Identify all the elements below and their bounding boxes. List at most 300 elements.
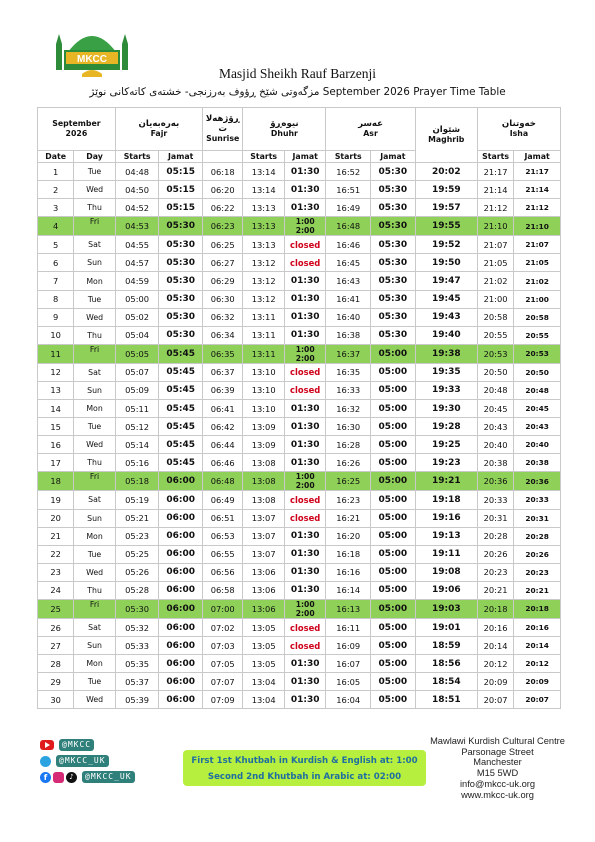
date-cell: 27 xyxy=(38,637,74,655)
day-col-header: Day xyxy=(74,151,116,163)
asr-jamat-cell: 05:00 xyxy=(371,673,416,691)
sunrise-cell: 06:34 xyxy=(202,326,242,344)
fajr-start-cell: 05:12 xyxy=(115,418,159,436)
isha-start-cell: 20:12 xyxy=(477,655,513,673)
dhuhr-starts-header: Starts xyxy=(243,151,285,163)
fajr-jamat-cell: 05:30 xyxy=(159,290,203,308)
table-row xyxy=(38,199,561,217)
asr-start-cell: 16:25 xyxy=(326,472,371,491)
date-cell: 29 xyxy=(38,673,74,691)
asr-start-cell: 16:52 xyxy=(326,163,371,181)
asr-start-cell: 16:51 xyxy=(326,181,371,199)
dhuhr-jamat-cell: 01:30 xyxy=(284,454,326,472)
date-cell: 10 xyxy=(38,326,74,344)
date-cell: 17 xyxy=(38,454,74,472)
asr-jamat-cell: 05:30 xyxy=(371,326,416,344)
asr-start-cell: 16:43 xyxy=(326,272,371,290)
fajr-start-cell: 05:02 xyxy=(115,308,159,326)
fajr-jamat-cell: 05:45 xyxy=(159,400,203,418)
address-street: Parsonage Street xyxy=(461,746,534,757)
maghrib-cell: 19:40 xyxy=(415,326,477,344)
day-cell: Tue xyxy=(74,163,116,181)
table-row xyxy=(38,527,561,545)
date-cell: 18 xyxy=(38,472,74,491)
fajr-start-cell: 05:32 xyxy=(115,618,159,636)
dhuhr-start-cell: 13:11 xyxy=(243,326,285,344)
fajr-jamat-cell: 06:00 xyxy=(159,599,203,618)
dhuhr-start-cell: 13:11 xyxy=(243,344,285,363)
dhuhr-jamat-cell: 01:30 xyxy=(284,563,326,581)
date-cell: 11 xyxy=(38,344,74,363)
isha-jamat-cell: 20:58 xyxy=(514,308,561,326)
dhuhr-jamat-cell: 01:30 xyxy=(284,308,326,326)
maghrib-cell: 18:51 xyxy=(415,691,477,709)
date-cell: 26 xyxy=(38,618,74,636)
fajr-jamat-cell: 05:15 xyxy=(159,181,203,199)
asr-jamat-header: Jamat xyxy=(371,151,416,163)
asr-jamat-cell: 05:00 xyxy=(371,344,416,363)
centre-address xyxy=(405,736,590,800)
fajr-jamat-cell: 06:00 xyxy=(159,655,203,673)
isha-start-cell: 20:53 xyxy=(477,344,513,363)
maghrib-cell: 19:01 xyxy=(415,618,477,636)
fajr-header: بەرەبەیان Fajr xyxy=(115,108,202,151)
sunrise-cell: 07:05 xyxy=(202,655,242,673)
date-cell: 12 xyxy=(38,363,74,381)
date-cell: 14 xyxy=(38,400,74,418)
asr-start-cell: 16:49 xyxy=(326,199,371,217)
sunrise-cell: 06:42 xyxy=(202,418,242,436)
sunrise-cell: 06:58 xyxy=(202,581,242,599)
day-cell: Mon xyxy=(74,655,116,673)
day-cell: Sun xyxy=(74,254,116,272)
sunrise-cell: 06:32 xyxy=(202,308,242,326)
asr-jamat-cell: 05:00 xyxy=(371,381,416,399)
asr-jamat-cell: 05:00 xyxy=(371,436,416,454)
date-cell: 2 xyxy=(38,181,74,199)
asr-jamat-cell: 05:30 xyxy=(371,217,416,236)
asr-start-cell: 16:05 xyxy=(326,673,371,691)
isha-start-cell: 20:31 xyxy=(477,509,513,527)
asr-jamat-cell: 05:30 xyxy=(371,199,416,217)
table-row xyxy=(38,673,561,691)
asr-start-cell: 16:33 xyxy=(326,381,371,399)
table-row xyxy=(38,181,561,199)
asr-jamat-cell: 05:00 xyxy=(371,509,416,527)
date-cell: 13 xyxy=(38,381,74,399)
dhuhr-start-cell: 13:10 xyxy=(243,400,285,418)
table-row xyxy=(38,326,561,344)
asr-starts-header: Starts xyxy=(326,151,371,163)
isha-start-cell: 20:09 xyxy=(477,673,513,691)
table-row xyxy=(38,436,561,454)
dhuhr-jamat-cell: 01:30 xyxy=(284,181,326,199)
date-cell: 15 xyxy=(38,418,74,436)
isha-start-cell: 20:28 xyxy=(477,527,513,545)
day-cell: Thu xyxy=(74,199,116,217)
date-cell: 5 xyxy=(38,236,74,254)
social-handle: @MKCC_UK xyxy=(56,755,109,767)
isha-start-cell: 20:43 xyxy=(477,418,513,436)
fajr-start-cell: 04:50 xyxy=(115,181,159,199)
isha-jamat-cell: 21:14 xyxy=(514,181,561,199)
isha-start-cell: 20:26 xyxy=(477,545,513,563)
maghrib-cell: 19:57 xyxy=(415,199,477,217)
asr-start-cell: 16:18 xyxy=(326,545,371,563)
isha-jamat-cell: 20:33 xyxy=(514,491,561,509)
asr-jamat-cell: 05:30 xyxy=(371,236,416,254)
isha-jamat-cell: 20:45 xyxy=(514,400,561,418)
isha-start-cell: 20:18 xyxy=(477,599,513,618)
date-cell: 16 xyxy=(38,436,74,454)
fajr-jamat-cell: 06:00 xyxy=(159,618,203,636)
khutbah-second: Second 2nd Khutbah in Arabic at: 02:00 xyxy=(207,772,402,782)
day-cell: Wed xyxy=(74,436,116,454)
isha-jamat-cell: 21:05 xyxy=(514,254,561,272)
asr-start-cell: 16:11 xyxy=(326,618,371,636)
maghrib-cell: 19:18 xyxy=(415,491,477,509)
dhuhr-start-cell: 13:07 xyxy=(243,527,285,545)
fajr-jamat-cell: 05:30 xyxy=(159,254,203,272)
table-row xyxy=(38,545,561,563)
isha-start-cell: 21:00 xyxy=(477,290,513,308)
isha-header: خەوتنان Isha xyxy=(477,108,560,151)
day-cell: Tue xyxy=(74,673,116,691)
website-link[interactable]: www.mkcc-uk.org xyxy=(461,789,534,800)
isha-jamat-cell: 20:48 xyxy=(514,381,561,399)
table-row xyxy=(38,254,561,272)
fajr-start-cell: 05:21 xyxy=(115,509,159,527)
address-postcode: M15 5WD xyxy=(476,768,519,779)
isha-jamat-cell: 21:10 xyxy=(514,217,561,236)
fajr-jamat-cell: 05:30 xyxy=(159,326,203,344)
asr-jamat-cell: 05:00 xyxy=(371,454,416,472)
table-row xyxy=(38,272,561,290)
dhuhr-jamat-cell: 1:00 2:00 xyxy=(284,599,326,618)
prayer-time-table xyxy=(37,107,561,709)
dhuhr-jamat-cell: closed xyxy=(284,381,326,399)
asr-jamat-cell: 05:00 xyxy=(371,599,416,618)
dhuhr-start-cell: 13:08 xyxy=(243,454,285,472)
maghrib-cell: 19:43 xyxy=(415,308,477,326)
day-cell: Tue xyxy=(74,545,116,563)
fajr-start-cell: 05:04 xyxy=(115,326,159,344)
prayer-rows xyxy=(38,163,561,709)
dhuhr-jamat-cell: 01:30 xyxy=(284,163,326,181)
asr-start-cell: 16:48 xyxy=(326,217,371,236)
isha-start-cell: 20:40 xyxy=(477,436,513,454)
isha-jamat-cell: 20:16 xyxy=(514,618,561,636)
fajr-start-cell: 05:37 xyxy=(115,673,159,691)
fajr-jamat-cell: 05:45 xyxy=(159,344,203,363)
social-row-youtube[interactable] xyxy=(40,738,135,752)
dhuhr-jamat-header: Jamat xyxy=(284,151,326,163)
fajr-start-cell: 05:23 xyxy=(115,527,159,545)
table-row xyxy=(38,454,561,472)
fajr-jamat-cell: 06:00 xyxy=(159,691,203,709)
asr-start-cell: 16:23 xyxy=(326,491,371,509)
asr-start-cell: 16:13 xyxy=(326,599,371,618)
sunrise-cell: 06:25 xyxy=(202,236,242,254)
day-cell: Fri xyxy=(74,599,116,618)
isha-start-cell: 20:36 xyxy=(477,472,513,491)
isha-jamat-cell: 20:23 xyxy=(514,563,561,581)
asr-start-cell: 16:20 xyxy=(326,527,371,545)
fajr-jamat-cell: 06:00 xyxy=(159,491,203,509)
asr-jamat-cell: 05:30 xyxy=(371,290,416,308)
day-cell: Fri xyxy=(74,217,116,236)
fajr-jamat-header: Jamat xyxy=(159,151,203,163)
isha-jamat-cell: 21:00 xyxy=(514,290,561,308)
isha-start-cell: 21:07 xyxy=(477,236,513,254)
sunrise-cell: 06:51 xyxy=(202,509,242,527)
table-row xyxy=(38,381,561,399)
maghrib-cell: 19:21 xyxy=(415,472,477,491)
dhuhr-start-cell: 13:07 xyxy=(243,509,285,527)
isha-start-cell: 20:33 xyxy=(477,491,513,509)
dhuhr-start-cell: 13:13 xyxy=(243,199,285,217)
fajr-jamat-cell: 06:00 xyxy=(159,563,203,581)
fajr-start-cell: 05:07 xyxy=(115,363,159,381)
asr-start-cell: 16:09 xyxy=(326,637,371,655)
dhuhr-start-cell: 13:09 xyxy=(243,436,285,454)
fajr-jamat-cell: 06:00 xyxy=(159,527,203,545)
maghrib-cell: 19:03 xyxy=(415,599,477,618)
asr-start-cell: 16:37 xyxy=(326,344,371,363)
asr-jamat-cell: 05:30 xyxy=(371,254,416,272)
date-cell: 25 xyxy=(38,599,74,618)
tiktok-icon: ♪ xyxy=(66,772,77,783)
asr-start-cell: 16:26 xyxy=(326,454,371,472)
table-row xyxy=(38,581,561,599)
sunrise-cell: 06:22 xyxy=(202,199,242,217)
isha-start-cell: 20:23 xyxy=(477,563,513,581)
dhuhr-header: نیوەڕۆ Dhuhr xyxy=(243,108,326,151)
sunrise-cell: 07:03 xyxy=(202,637,242,655)
isha-jamat-cell: 20:43 xyxy=(514,418,561,436)
day-cell: Thu xyxy=(74,581,116,599)
table-row xyxy=(38,400,561,418)
isha-jamat-cell: 20:38 xyxy=(514,454,561,472)
day-cell: Mon xyxy=(74,527,116,545)
asr-start-cell: 16:30 xyxy=(326,418,371,436)
maghrib-cell: 19:50 xyxy=(415,254,477,272)
date-cell: 3 xyxy=(38,199,74,217)
date-cell: 6 xyxy=(38,254,74,272)
isha-start-cell: 20:48 xyxy=(477,381,513,399)
table-row xyxy=(38,655,561,673)
isha-start-cell: 20:07 xyxy=(477,691,513,709)
maghrib-cell: 19:52 xyxy=(415,236,477,254)
fajr-jamat-cell: 06:00 xyxy=(159,545,203,563)
asr-jamat-cell: 05:00 xyxy=(371,472,416,491)
fajr-start-cell: 05:30 xyxy=(115,599,159,618)
day-cell: Mon xyxy=(74,400,116,418)
dhuhr-jamat-cell: closed xyxy=(284,509,326,527)
contact-email[interactable]: info@mkcc-uk.org xyxy=(459,778,536,789)
table-row xyxy=(38,691,561,709)
day-cell: Sun xyxy=(74,637,116,655)
asr-jamat-cell: 05:00 xyxy=(371,527,416,545)
sunrise-cell: 06:37 xyxy=(202,363,242,381)
khutbah-first: First 1st Khutbah in Kurdish & English at: 1:00 xyxy=(191,756,418,766)
dhuhr-start-cell: 13:09 xyxy=(243,418,285,436)
dhuhr-start-cell: 13:05 xyxy=(243,618,285,636)
isha-start-cell: 20:38 xyxy=(477,454,513,472)
dhuhr-jamat-cell: 01:30 xyxy=(284,418,326,436)
dhuhr-jamat-cell: 01:30 xyxy=(284,691,326,709)
fajr-start-cell: 05:33 xyxy=(115,637,159,655)
asr-jamat-cell: 05:00 xyxy=(371,637,416,655)
page-title: Masjid Sheikh Rauf Barzenji xyxy=(218,66,377,81)
maghrib-cell: 18:56 xyxy=(415,655,477,673)
table-row xyxy=(38,217,561,236)
isha-jamat-header: Jamat xyxy=(514,151,561,163)
isha-jamat-cell: 20:07 xyxy=(514,691,561,709)
dhuhr-jamat-cell: 1:00 2:00 xyxy=(284,217,326,236)
day-cell: Fri xyxy=(74,344,116,363)
maghrib-cell: 19:59 xyxy=(415,181,477,199)
isha-jamat-cell: 21:12 xyxy=(514,199,561,217)
sunrise-cell: 06:56 xyxy=(202,563,242,581)
isha-jamat-cell: 21:17 xyxy=(514,163,561,181)
fajr-start-cell: 05:19 xyxy=(115,491,159,509)
dhuhr-jamat-cell: 01:30 xyxy=(284,400,326,418)
fajr-start-cell: 05:28 xyxy=(115,581,159,599)
fajr-jamat-cell: 06:00 xyxy=(159,472,203,491)
fajr-start-cell: 05:18 xyxy=(115,472,159,491)
asr-jamat-cell: 05:00 xyxy=(371,563,416,581)
sunrise-cell: 06:46 xyxy=(202,454,242,472)
sunrise-cell: 06:27 xyxy=(202,254,242,272)
dhuhr-jamat-cell: closed xyxy=(284,491,326,509)
dhuhr-jamat-cell: closed xyxy=(284,637,326,655)
isha-jamat-cell: 20:28 xyxy=(514,527,561,545)
fajr-start-cell: 04:59 xyxy=(115,272,159,290)
isha-start-cell: 20:21 xyxy=(477,581,513,599)
asr-jamat-cell: 05:00 xyxy=(371,655,416,673)
isha-start-cell: 21:12 xyxy=(477,199,513,217)
day-cell: Sat xyxy=(74,491,116,509)
sunrise-cell: 06:35 xyxy=(202,344,242,363)
table-row xyxy=(38,472,561,491)
dhuhr-jamat-cell: closed xyxy=(284,236,326,254)
isha-jamat-cell: 20:18 xyxy=(514,599,561,618)
asr-start-cell: 16:14 xyxy=(326,581,371,599)
fajr-start-cell: 05:14 xyxy=(115,436,159,454)
maghrib-cell: 19:23 xyxy=(415,454,477,472)
date-cell: 21 xyxy=(38,527,74,545)
dhuhr-jamat-cell: 01:30 xyxy=(284,290,326,308)
dhuhr-jamat-cell: 01:30 xyxy=(284,527,326,545)
dhuhr-start-cell: 13:04 xyxy=(243,691,285,709)
fajr-jamat-cell: 06:00 xyxy=(159,673,203,691)
dhuhr-start-cell: 13:06 xyxy=(243,581,285,599)
dhuhr-start-cell: 13:10 xyxy=(243,363,285,381)
maghrib-cell: 18:59 xyxy=(415,637,477,655)
facebook-icon: f xyxy=(40,772,51,783)
date-cell: 28 xyxy=(38,655,74,673)
date-cell: 20 xyxy=(38,509,74,527)
table-row xyxy=(38,363,561,381)
isha-jamat-cell: 21:02 xyxy=(514,272,561,290)
day-cell: Sat xyxy=(74,363,116,381)
table-row xyxy=(38,163,561,181)
fajr-starts-header: Starts xyxy=(115,151,159,163)
day-cell: Wed xyxy=(74,691,116,709)
day-cell: Wed xyxy=(74,563,116,581)
fajr-start-cell: 05:05 xyxy=(115,344,159,363)
fajr-start-cell: 05:16 xyxy=(115,454,159,472)
day-cell: Wed xyxy=(74,308,116,326)
asr-start-cell: 16:32 xyxy=(326,400,371,418)
fajr-start-cell: 05:25 xyxy=(115,545,159,563)
maghrib-cell: 19:08 xyxy=(415,563,477,581)
isha-start-cell: 21:17 xyxy=(477,163,513,181)
dhuhr-start-cell: 13:13 xyxy=(243,236,285,254)
youtube-icon xyxy=(40,740,54,750)
dhuhr-start-cell: 13:12 xyxy=(243,254,285,272)
maghrib-cell: 19:55 xyxy=(415,217,477,236)
maghrib-cell: 19:47 xyxy=(415,272,477,290)
maghrib-cell: 20:02 xyxy=(415,163,477,181)
sunrise-sub-header xyxy=(202,151,242,163)
dhuhr-start-cell: 13:12 xyxy=(243,272,285,290)
social-row-multi[interactable] xyxy=(40,770,135,784)
sunrise-header: ڕۆژهەلا ت Sunrise xyxy=(202,108,242,151)
social-handle: @MKCC_UK xyxy=(82,771,135,783)
maghrib-cell: 19:06 xyxy=(415,581,477,599)
sunrise-cell: 06:44 xyxy=(202,436,242,454)
isha-jamat-cell: 20:53 xyxy=(514,344,561,363)
dhuhr-start-cell: 13:08 xyxy=(243,472,285,491)
social-row-telegram[interactable] xyxy=(40,754,135,768)
date-cell: 7 xyxy=(38,272,74,290)
sunrise-cell: 07:00 xyxy=(202,599,242,618)
fajr-jamat-cell: 05:45 xyxy=(159,436,203,454)
month-header: September 2026 xyxy=(38,108,116,151)
table-row xyxy=(38,509,561,527)
day-cell: Thu xyxy=(74,454,116,472)
maghrib-cell: 19:33 xyxy=(415,381,477,399)
asr-jamat-cell: 05:30 xyxy=(371,163,416,181)
sunrise-cell: 06:20 xyxy=(202,181,242,199)
table-row xyxy=(38,491,561,509)
maghrib-cell: 19:35 xyxy=(415,363,477,381)
sunrise-cell: 06:41 xyxy=(202,400,242,418)
dhuhr-start-cell: 13:08 xyxy=(243,491,285,509)
asr-start-cell: 16:41 xyxy=(326,290,371,308)
asr-header: عەسر Asr xyxy=(326,108,415,151)
dhuhr-jamat-cell: 01:30 xyxy=(284,272,326,290)
day-cell: Tue xyxy=(74,418,116,436)
isha-start-cell: 21:14 xyxy=(477,181,513,199)
dhuhr-start-cell: 13:05 xyxy=(243,637,285,655)
fajr-jamat-cell: 05:30 xyxy=(159,308,203,326)
fajr-start-cell: 05:00 xyxy=(115,290,159,308)
date-cell: 4 xyxy=(38,217,74,236)
sunrise-cell: 07:02 xyxy=(202,618,242,636)
table-row xyxy=(38,308,561,326)
fajr-jamat-cell: 06:00 xyxy=(159,637,203,655)
sunrise-cell: 06:53 xyxy=(202,527,242,545)
sunrise-cell: 06:30 xyxy=(202,290,242,308)
asr-start-cell: 16:46 xyxy=(326,236,371,254)
day-cell: Fri xyxy=(74,472,116,491)
fajr-start-cell: 05:35 xyxy=(115,655,159,673)
day-cell: Sun xyxy=(74,381,116,399)
fajr-start-cell: 04:53 xyxy=(115,217,159,236)
